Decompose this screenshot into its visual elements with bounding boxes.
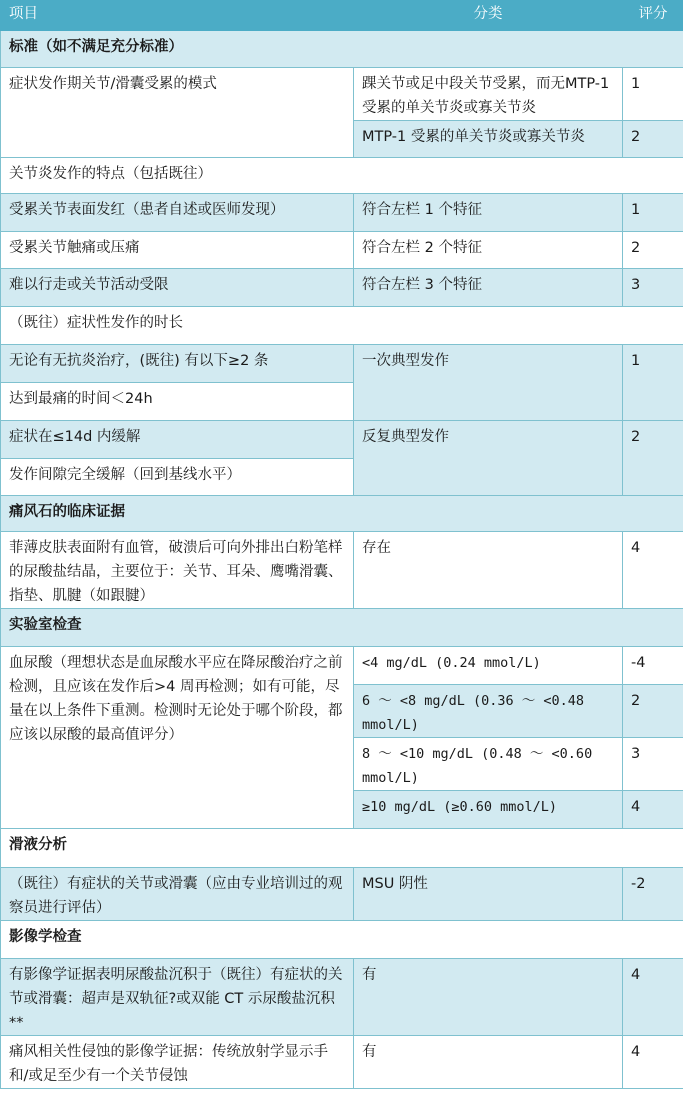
redness-score: 1 [623,194,683,232]
section-row [1,921,683,959]
duration-score-1: 1 [623,345,683,421]
section-row [1,31,683,68]
uric-acid-category-2: 6 ～ <8 mg/dL (0.36 ～ <0.48 mmol/L) [354,685,623,738]
uric-acid-category-3: 8 ～ <10 mg/dL (0.48 ～ <0.60 mmol/L) [354,738,623,791]
section-synovial: 滑液分析 [1,829,683,868]
pattern-category-1: 踝关节或足中段关节受累，而无MTP-1 受累的单关节炎或寡关节炎 [354,68,623,121]
duration-category-2: 反复典型发作 [354,421,623,496]
duration-item: （既往）症状性发作的时长 [1,307,683,345]
table-row [1,1036,683,1089]
table-row [1,307,683,345]
section-lab: 实验室检查 [1,609,683,647]
redness-category: 符合左栏 1 个特征 [354,194,623,232]
imaging-2-score: 4 [623,1036,683,1089]
duration-criterion-a: 无论有无抗炎治疗，(既往) 有以下≥2 条 [1,345,354,383]
duration-criterion-c: 症状在≤14d 内缓解 [1,421,354,459]
uric-acid-score-2: 2 [623,685,683,738]
duration-criterion-d: 发作间隙完全缓解（回到基线水平） [1,459,354,496]
walk-category: 符合左栏 3 个特征 [354,269,623,307]
tophi-score: 4 [623,532,683,609]
imaging-2-item: 痛风相关性侵蚀的影像学证据：传统放射学显示手和/或足至少有一个关节侵蚀 [1,1036,354,1089]
uric-acid-score-1: -4 [623,647,683,685]
table-row [1,158,683,194]
table-row [1,68,683,121]
table-row [1,959,683,1036]
imaging-2-category: 有 [354,1036,623,1089]
table-row [1,232,683,269]
table-row [1,421,683,459]
redness-item: 受累关节表面发红（患者自述或医师发现） [1,194,354,232]
header-category: 分类 [354,1,623,31]
section-imaging: 影像学检查 [1,921,683,959]
section-row [1,829,683,868]
tender-score: 2 [623,232,683,269]
duration-score-2: 2 [623,421,683,496]
imaging-1-item: 有影像学证据表明尿酸盐沉积于（既往）有症状的关节或滑囊：超声是双轨征?或双能 CT 示尿酸盐沉积** [1,959,354,1036]
uric-acid-category-1: <4 mg/dL (0.24 mmol/L) [354,647,623,685]
pattern-item: 症状发作期关节/滑囊受累的模式 [1,68,354,158]
table-row [1,194,683,232]
tophi-category: 存在 [354,532,623,609]
pattern-category-2: MTP-1 受累的单关节炎或寡关节炎 [354,121,623,158]
header-item: 项目 [1,1,354,31]
tender-category: 符合左栏 2 个特征 [354,232,623,269]
uric-acid-item: 血尿酸（理想状态是血尿酸水平应在降尿酸治疗之前检测，且应该在发作后>4 周再检测；如有可能，尽量在以上条件下重测。检测时无论处于哪个阶段，都应该以尿酸的最高值评分） [1,647,354,829]
imaging-1-category: 有 [354,959,623,1036]
synovial-item: （既往）有症状的关节或滑囊（应由专业培训过的观察员进行评估） [1,868,354,921]
section-tophi: 痛风石的临床证据 [1,496,683,532]
synovial-score: -2 [623,868,683,921]
uric-acid-score-4: 4 [623,791,683,829]
section-criteria: 标准（如不满足充分标准） [1,31,683,68]
duration-category-1: 一次典型发作 [354,345,623,421]
pattern-score-2: 2 [623,121,683,158]
pattern-score-1: 1 [623,68,683,121]
features-item: 关节炎发作的特点（包括既往） [1,158,683,194]
imaging-1-score: 4 [623,959,683,1036]
header-score: 评分 [623,1,683,31]
table-header-row [1,1,683,31]
section-row [1,496,683,532]
table-row [1,345,683,383]
uric-acid-score-3: 3 [623,738,683,791]
table-row [1,269,683,307]
uric-acid-category-4: ≥10 mg/dL (≥0.60 mmol/L) [354,791,623,829]
table-row [1,532,683,609]
duration-criterion-b: 达到最痛的时间＜24h [1,383,354,421]
synovial-category: MSU 阴性 [354,868,623,921]
table-row [1,868,683,921]
section-row [1,609,683,647]
walk-score: 3 [623,269,683,307]
walk-item: 难以行走或关节活动受限 [1,269,354,307]
tender-item: 受累关节触痛或压痛 [1,232,354,269]
table-row [1,647,683,685]
tophi-item: 菲薄皮肤表面附有血管，破溃后可向外排出白粉笔样的尿酸盐结晶，主要位于：关节、耳朵、鹰嘴滑囊、指垫、肌腱（如跟腱） [1,532,354,609]
